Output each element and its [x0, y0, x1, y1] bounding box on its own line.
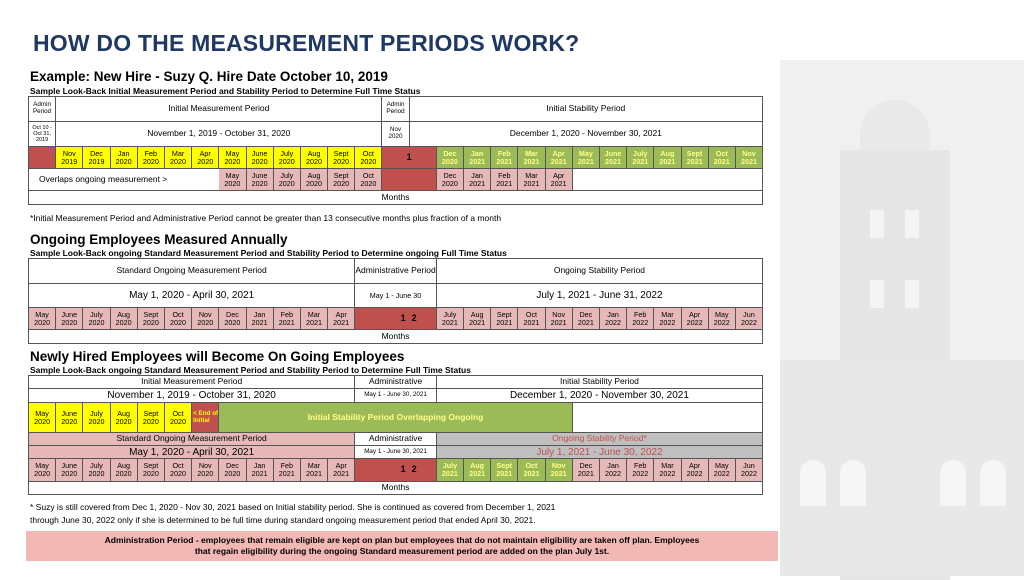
month-cell: Feb 2022: [627, 308, 654, 330]
admin-period-label: Administrative: [355, 376, 437, 389]
month-cell: Feb 2021: [274, 459, 301, 482]
month-cell: July 2021: [627, 147, 654, 169]
admin-number: 1: [382, 147, 436, 169]
month-cell: Oct 2020: [355, 169, 382, 191]
month-cell: Aug 2020: [301, 169, 328, 191]
month-cell: Sept 2021: [682, 147, 709, 169]
admin-number: 1: [355, 459, 409, 482]
month-cell: July 2020: [83, 459, 110, 482]
background-window: [905, 280, 919, 308]
section1-subheading: Sample Look-Back Initial Measurement Period and Stability Period to Determine Full Time Status: [30, 86, 421, 96]
section2-heading: Ongoing Employees Measured Annually: [30, 232, 288, 247]
month-cell: Aug 2020: [111, 459, 138, 482]
month-cell: Sept 2021: [491, 308, 518, 330]
admin-period-label: Admin Period: [29, 97, 56, 122]
stability-period-label: Initial Stability Period: [410, 97, 763, 122]
admin-range: May 1 - June 30: [355, 284, 437, 308]
month-cell: July 2021: [437, 308, 464, 330]
month-cell: Mar 2021: [301, 459, 328, 482]
initial-period-label: Initial Measurement Period: [56, 97, 382, 122]
month-cell: Oct 2021: [709, 147, 736, 169]
background-building-art: [780, 60, 1024, 576]
month-cell: Dec 2019: [83, 147, 110, 169]
month-cell: Oct 2020: [355, 147, 382, 169]
month-cell: Feb 2022: [627, 459, 654, 482]
month-cell: Dec 2020: [437, 147, 464, 169]
month-cell: Oct 2020: [165, 308, 192, 330]
month-cell: Apr 2022: [682, 459, 709, 482]
month-cell: Jun 2022: [736, 459, 763, 482]
month-cell: July 2021: [437, 459, 464, 482]
month-cell: May 2022: [709, 308, 736, 330]
month-cell: Oct 2020: [165, 403, 192, 433]
month-cell: Apr 2021: [328, 308, 355, 330]
month-cell: June 2020: [56, 403, 83, 433]
month-cell: July 2020: [83, 308, 110, 330]
ongoing-stability-range: July 1, 2021 - June 30, 2022: [437, 446, 763, 459]
month-cell: Nov 2020: [192, 308, 219, 330]
month-cell: July 2020: [274, 169, 301, 191]
month-cell: Sept 2020: [328, 147, 355, 169]
month-cell: Apr 2021: [546, 169, 573, 191]
month-cell: June 2021: [600, 147, 627, 169]
month-cell: Mar 2021: [518, 169, 545, 191]
months-label: Months: [29, 330, 763, 344]
month-cell: Mar 2022: [654, 308, 681, 330]
month-cell: June 2020: [247, 169, 274, 191]
section3-table: [28, 375, 763, 495]
month-cell: Apr 2022: [682, 308, 709, 330]
initial-range: November 1, 2019 - October 31, 2020: [29, 389, 355, 403]
months-label: Months: [29, 482, 763, 495]
month-cell: Dec 2021: [573, 459, 600, 482]
month-cell: Sept 2020: [138, 308, 165, 330]
month-cell: Aug 2020: [111, 308, 138, 330]
month-cell: Jan 2020: [111, 147, 138, 169]
month-cell: Jan 2022: [600, 459, 627, 482]
admin-range: May 1 - June 30, 2021: [355, 389, 437, 403]
month-cell: Aug 2021: [464, 308, 491, 330]
month-cell: Jan 2021: [464, 169, 491, 191]
month-cell: Jun 2022: [736, 308, 763, 330]
admin-note-line1: Administration Period - employees that remain eligible are kept on plan but employees that do not maintain eligibility are taken off plan. Employees: [104, 534, 700, 545]
hire-gap-cell: [29, 147, 56, 169]
month-cell: May 2022: [709, 459, 736, 482]
background-arch: [940, 460, 966, 506]
month-cell: Apr 2021: [546, 147, 573, 169]
month-cell: Sept 2020: [138, 403, 165, 433]
month-cell: Mar 2021: [301, 308, 328, 330]
background-arch: [840, 460, 866, 506]
month-cell: Mar 2022: [654, 459, 681, 482]
month-cell: Feb 2020: [138, 147, 165, 169]
month-cell: May 2020: [219, 169, 246, 191]
hire-range: Oct 10 - Oct 31, 2019: [29, 122, 56, 147]
month-cell: Oct 2020: [165, 459, 192, 482]
month-cell: Jan 2021: [247, 459, 274, 482]
month-cell: Aug 2020: [111, 403, 138, 433]
section3-subheading: Sample Look-Back ongoing Standard Measurement Period and Stability Period to Determine Full Time Status: [30, 365, 471, 375]
admin-period-label: Administrative Period: [355, 259, 437, 284]
admin-number: 2: [410, 459, 437, 482]
month-cell: Oct 2021: [518, 459, 545, 482]
section2-table: [28, 258, 763, 344]
standard-range: May 1, 2020 - April 30, 2021: [29, 284, 355, 308]
month-cell: Nov 2021: [546, 308, 573, 330]
month-cell: Sept 2021: [491, 459, 518, 482]
month-cell: Mar 2020: [165, 147, 192, 169]
standard-period-label: Standard Ongoing Measurement Period: [29, 433, 355, 446]
month-cell: Dec 2020: [219, 308, 246, 330]
stability-range: December 1, 2020 - November 30, 2021: [437, 389, 763, 403]
month-cell: Nov 2020: [192, 459, 219, 482]
section1-table: [28, 96, 763, 205]
month-cell: Sept 2020: [328, 169, 355, 191]
background-window: [870, 210, 884, 238]
standard-range: May 1, 2020 - April 30, 2021: [29, 446, 355, 459]
content-panel: [26, 68, 778, 564]
page-title: HOW DO THE MEASUREMENT PERIODS WORK?: [33, 30, 580, 56]
background-window: [905, 210, 919, 238]
background-arch: [980, 460, 1006, 506]
overlap-label: Overlaps ongoing measurement >: [29, 169, 219, 191]
section3-heading: Newly Hired Employees will Become On Going Employees: [30, 349, 405, 364]
section3-note-line1: * Suzy is still covered from Dec 1, 2020 - Nov 30, 2021 based on Initial stability period. She is continued as covered from December 1, 2021: [30, 502, 556, 512]
stability-range: December 1, 2020 - November 30, 2021: [410, 122, 763, 147]
section1-footnote: *Initial Measurement Period and Administrative Period cannot be greater than 13 consecutive months plus fraction of a month: [30, 213, 502, 223]
month-cell: Feb 2021: [491, 169, 518, 191]
month-cell: Apr 2021: [328, 459, 355, 482]
stability-period-label: Initial Stability Period: [437, 376, 763, 389]
admin-period-label-2: Admin Period: [382, 97, 409, 122]
month-cell: Oct 2021: [518, 308, 545, 330]
admin-number: 1: [355, 308, 409, 330]
month-cell: Nov 2019: [56, 147, 83, 169]
month-cell: Dec 2020: [437, 169, 464, 191]
empty-cell: [573, 169, 763, 191]
month-cell: Feb 2021: [274, 308, 301, 330]
ongoing-stability-label: Ongoing Stability Period*: [437, 433, 763, 446]
month-cell: Dec 2021: [573, 308, 600, 330]
admin-note-line2: that regain eligibility during the ongoing Standard measurement period are added on the plan July 1st.: [194, 546, 610, 556]
month-cell: May 2020: [29, 308, 56, 330]
standard-period-label: Standard Ongoing Measurement Period: [29, 259, 355, 284]
month-cell: June 2020: [56, 459, 83, 482]
month-cell: Apr 2020: [192, 147, 219, 169]
section3-note-line2: through June 30, 2022 only if she is determined to be full time during standard ongoing measurement period that ended April 30, 2021.: [30, 515, 536, 525]
month-cell: Jan 2022: [600, 308, 627, 330]
month-cell: July 2020: [83, 403, 110, 433]
initial-range: November 1, 2019 - October 31, 2020: [56, 122, 382, 147]
month-cell: May 2020: [29, 403, 56, 433]
stability-range: July 1, 2021 - June 31, 2022: [437, 284, 763, 308]
overlap-admin-cell: [382, 169, 436, 191]
overlap-bar: Initial Stability Period Overlapping Ongoing: [219, 403, 572, 433]
month-cell: Aug 2021: [464, 459, 491, 482]
month-cell: June 2020: [247, 147, 274, 169]
month-cell: Feb 2021: [491, 147, 518, 169]
month-cell: Nov 2021: [736, 147, 763, 169]
background-arch: [800, 460, 826, 506]
month-cell: May 2020: [29, 459, 56, 482]
admin-month: Nov 2020: [382, 122, 409, 147]
administration-period-note: [26, 531, 778, 561]
month-cell: Aug 2020: [301, 147, 328, 169]
month-cell: May 2021: [573, 147, 600, 169]
admin-number: 2: [410, 308, 437, 330]
background-window: [870, 280, 884, 308]
month-cell: May 2020: [219, 147, 246, 169]
admin-range-2: May 1 - June 30, 2021: [355, 446, 437, 459]
month-cell: Jan 2021: [247, 308, 274, 330]
month-cell: June 2020: [56, 308, 83, 330]
section1-heading: Example: New Hire - Suzy Q. Hire Date October 10, 2019: [30, 69, 388, 84]
month-cell: Nov 2021: [546, 459, 573, 482]
admin-period-label-2: Administrative: [355, 433, 437, 446]
month-cell: July 2020: [274, 147, 301, 169]
months-label: Months: [29, 191, 763, 205]
month-cell: Sept 2020: [138, 459, 165, 482]
section2-subheading: Sample Look-Back ongoing Standard Measurement Period and Stability Period to Determine ongoing Full Time Status: [30, 248, 507, 258]
empty-cell: [573, 403, 763, 433]
initial-period-label: Initial Measurement Period: [29, 376, 355, 389]
stability-period-label: Ongoing Stability Period: [437, 259, 763, 284]
end-of-initial-cell: < End of Initial: [192, 403, 219, 433]
month-cell: Dec 2020: [219, 459, 246, 482]
month-cell: Aug 2021: [654, 147, 681, 169]
month-cell: Mar 2021: [518, 147, 545, 169]
month-cell: Jan 2021: [464, 147, 491, 169]
